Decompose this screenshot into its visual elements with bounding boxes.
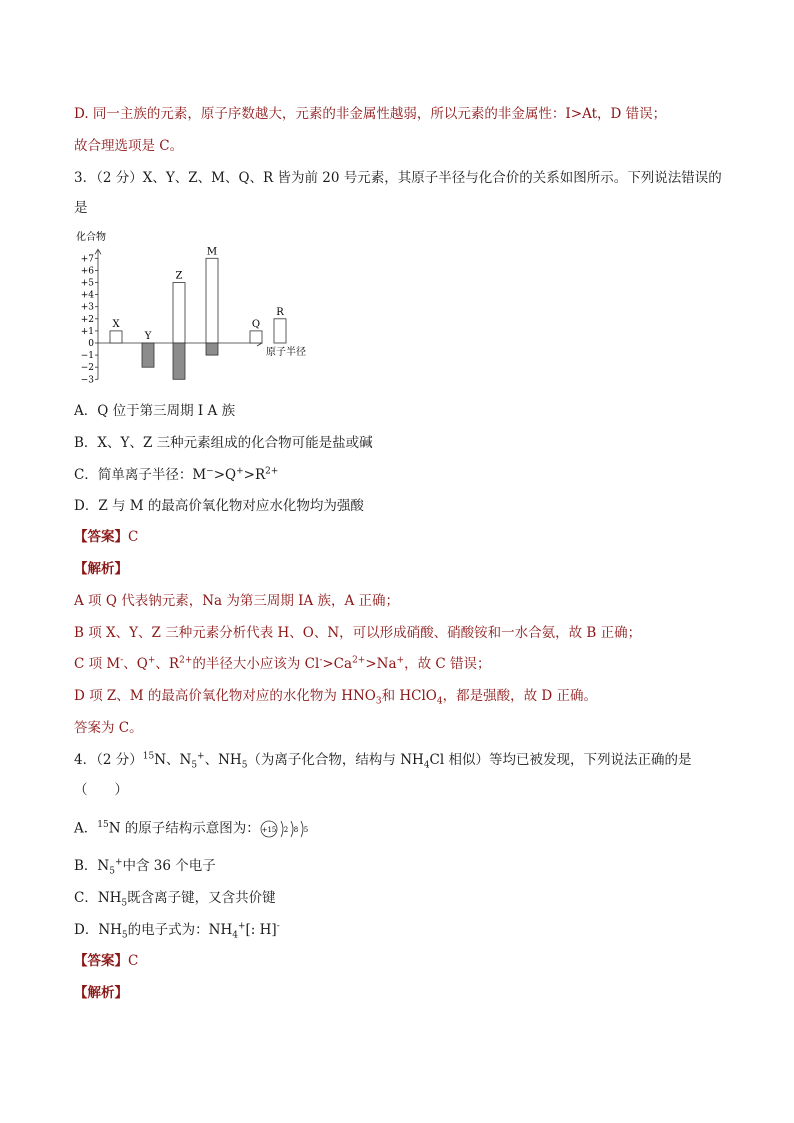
shell-1-electrons: 2 [283, 826, 289, 834]
shell-2-electrons: 8 [293, 826, 299, 834]
valence-radius-chart [74, 228, 324, 388]
y-tick-label: −2 [80, 363, 94, 374]
q4-stem: 4．（2 分）$^{15}$N、$N_5^+$、$NH_5$（为离子化合物，结构与 $NH_4Cl$ 相似）等均已被发现，下列说法正确的是 [74, 751, 692, 771]
y-tick-label: +6 [80, 266, 94, 277]
bar-m-negative [206, 343, 218, 355]
bar-m-positive [206, 258, 218, 343]
bar-y-negative [142, 343, 154, 367]
shell-3-electrons: 5 [303, 826, 309, 834]
q3-analysis-conclusion: 答案为 C。 [74, 720, 143, 736]
bar-z-positive [173, 283, 185, 344]
y-axis [81, 249, 262, 385]
bar-label-z: Z [175, 270, 183, 282]
q3-option-d: D．Z 与 M 的最高价氧化物对应水化物均为强酸 [74, 498, 364, 514]
q3-stem: 3．（2 分）X、Y、Z、M、Q、R 皆为前 20 号元素，其原子半径与化合价的关系如图所示。下列说法错误的 [74, 170, 722, 186]
q4-option-c: C．$NH_5$既含离子键，又含共价键 [74, 890, 276, 909]
q4-stem-cont: （ ） [74, 782, 128, 798]
chart-xlabel: 原子半径 [266, 347, 306, 358]
y-tick-label: +5 [80, 278, 94, 289]
q3-stem-cont: 是 [74, 200, 88, 216]
y-tick-label: +4 [80, 290, 94, 301]
q3-analysis-c: C 项 M-、Q+、$R^{2+}$的半径大小应该为 $Cl^->Ca^{2+}>Na^+$，故 C 错误； [74, 655, 491, 672]
q3-option-c: C．简单离子半径：$M^->Q^+>R^{2+}$ [74, 466, 279, 483]
q4-option-b: B．$N_5^+$中含 36 个电子 [74, 857, 216, 877]
q4-analysis-label: 【解析】 [74, 985, 128, 1001]
q3-option-a: A．Q 位于第三周期 I A 族 [74, 403, 236, 419]
bar-x-positive [110, 331, 122, 343]
atomic-structure-diagram [260, 818, 316, 840]
q3-analysis-label: 【解析】 [74, 561, 128, 577]
bar-label-m: M [206, 246, 218, 258]
q3-option-b: B．X、Y、Z 三种元素组成的化合物可能是盐或碱 [74, 435, 373, 451]
q3-analysis-a: A 项 Q 代表钠元素，Na 为第三周期 IA 族，A 正确； [74, 593, 400, 609]
bar-q-positive [250, 331, 262, 343]
q4-option-a: A．$^{15}$N 的原子结构示意图为： +15 2 8 5 [74, 818, 316, 840]
chart-bars [110, 246, 286, 379]
chart-ylabel: 化合物 [76, 232, 106, 243]
bar-label-r: R [276, 306, 284, 318]
nucleus-charge: +15 [261, 826, 277, 834]
bar-r-positive [274, 319, 286, 343]
q4-answer: 【答案】C [74, 953, 139, 969]
bar-z-negative [173, 343, 185, 379]
q4-option-d: D．$NH_5$的电子式为：$NH_4^+$[: H]- [74, 921, 280, 941]
bar-label-x: X [112, 318, 120, 330]
q3-answer: 【答案】C [74, 529, 139, 545]
y-tick-label: +3 [80, 302, 94, 313]
y-tick-label: −3 [80, 375, 94, 386]
y-tick-label: +1 [80, 326, 94, 337]
y-tick-label: +7 [80, 254, 94, 265]
bar-label-y: Y [144, 331, 152, 342]
y-tick-label: +2 [80, 314, 94, 325]
y-tick-label: 0 [88, 339, 94, 349]
prev-option-d-analysis: D. 同一主族的元素，原子序数越大，元素的非金属性越弱，所以元素的非金属性：I>At，D 错误； [74, 106, 667, 122]
y-tick-label: −1 [80, 351, 94, 362]
bar-label-q: Q [251, 318, 261, 330]
prev-conclusion: 故合理选项是 C。 [74, 138, 184, 154]
q3-analysis-b: B 项 X、Y、Z 三种元素分析代表 H、O、N，可以形成硝酸、硝酸铵和一水合氨，故 B 正确； [74, 625, 642, 641]
q3-analysis-d: D 项 Z、M 的最高价氧化物对应的水化物为 $HNO_3$和 HClO$_4$，都是强酸，故 D 正确。 [74, 688, 598, 707]
